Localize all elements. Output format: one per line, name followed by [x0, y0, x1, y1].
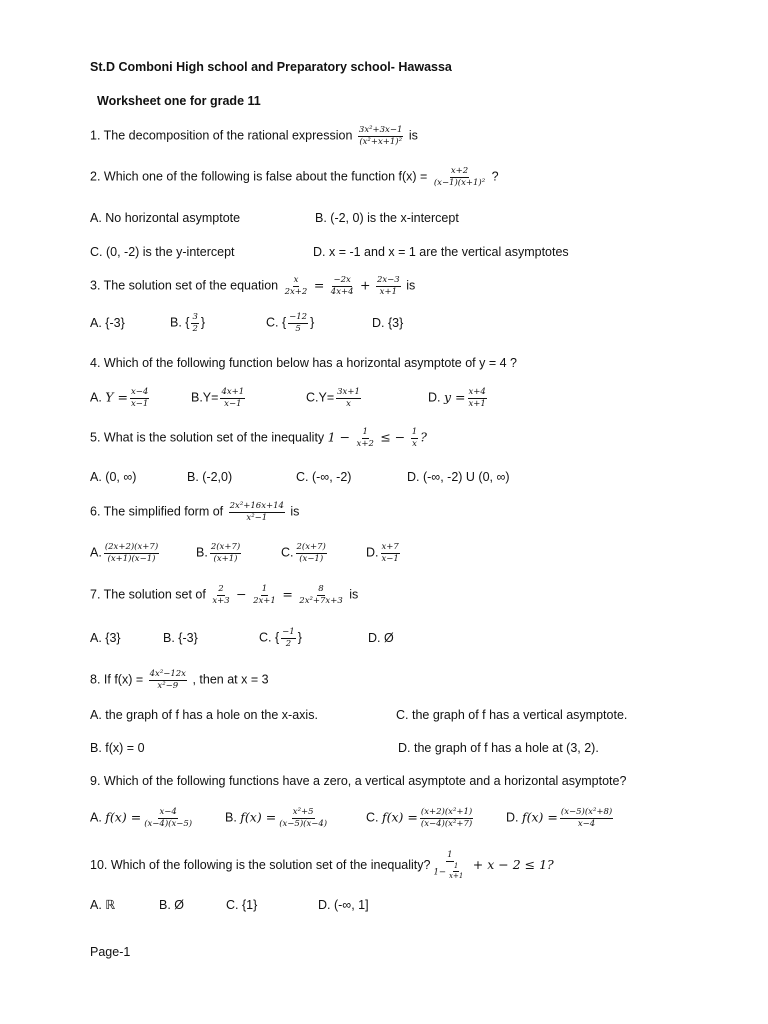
q10-nested-fraction — [448, 863, 464, 881]
q7-c-fraction — [281, 628, 296, 649]
q5-f2-num: 1 — [411, 427, 418, 437]
q3-c-pre: C. { — [266, 315, 287, 330]
q3-option-d: D. {3} — [372, 316, 404, 330]
q1-denominator: (x²+x+1)² — [359, 136, 402, 147]
question-2-text: 2. Which one of the following is false about the function f(x) = — [90, 169, 428, 184]
q6-d-fraction — [381, 543, 400, 564]
question-6-text: 6. The simplified form of — [90, 504, 224, 519]
q9-c-num: (x+2)(x²+1) — [420, 807, 473, 817]
q6-option-c — [281, 543, 329, 564]
q3-f1-den: 2x+2 — [284, 286, 308, 297]
question-8 — [90, 670, 269, 691]
question-7-text: 7. The solution set of — [90, 587, 206, 602]
q5-option-b: B. (-2,0) — [187, 470, 233, 484]
q3-plus: + — [360, 277, 371, 293]
q4-d-pre: D. — [428, 390, 441, 405]
q7-c-den: 2 — [285, 638, 292, 649]
q7-option-a: A. {3} — [90, 631, 121, 645]
school-name: St.D Comboni High school and Preparatory school- Hawassa — [90, 60, 452, 74]
question-6 — [90, 502, 299, 523]
q8-denominator: x²−9 — [157, 680, 179, 691]
q8-option-d: D. the graph of f has a hole at (3, 2). — [398, 741, 599, 755]
q9-option-c — [366, 808, 475, 829]
q10-nested-num: 1 — [453, 863, 459, 872]
q6-a-pre: A. — [90, 545, 102, 560]
q9-option-a — [90, 808, 195, 829]
question-4: 4. Which of the following function below has a horizontal asymptote of y = 4 ? — [90, 356, 517, 370]
q6-d-pre: D. — [366, 545, 379, 560]
q3-f3-num: 2x−3 — [376, 275, 400, 285]
q3-f2-den: 4x+4 — [330, 286, 354, 297]
q9-d-fraction — [560, 808, 613, 829]
q4-a-num: x−4 — [131, 387, 149, 397]
q6-a-fraction — [104, 543, 159, 564]
q5-end: ? — [420, 429, 427, 445]
q6-option-a — [90, 543, 161, 564]
q8-option-a: A. the graph of f has a hole on the x-axis. — [90, 708, 318, 722]
q4-c-num: 3x+1 — [337, 387, 360, 397]
q5-fraction-1 — [356, 428, 375, 449]
q3-b-num: 3 — [192, 312, 198, 322]
q6-d-num: x+7 — [381, 542, 399, 552]
q6-numerator: 2x²+16x+14 — [229, 501, 284, 511]
q9-a-fraction — [143, 808, 193, 829]
q4-b-pre: B.Y= — [191, 390, 219, 405]
q7-c-post: } — [297, 630, 302, 645]
q6-fraction — [229, 502, 285, 523]
q6-c-pre: C. — [281, 545, 294, 560]
q3-option-a: A. {-3} — [90, 316, 125, 330]
q4-c-pre: C.Y= — [306, 390, 335, 405]
q8-option-c: C. the graph of f has a vertical asymptote. — [396, 708, 628, 722]
q7-equals: = — [282, 586, 293, 602]
q9-b-fraction — [278, 808, 328, 829]
question-3-end: is — [406, 278, 416, 293]
q6-b-den: (x+1) — [213, 553, 238, 564]
page-number: Page-1 — [90, 945, 131, 959]
question-8-end: , then at x = 3 — [192, 672, 269, 687]
q6-c-num: 2(x+7) — [296, 542, 326, 552]
q9-b-pre: B. — [225, 810, 237, 825]
q10-nested-den: x+1 — [449, 872, 464, 881]
q6-c-den: (x−1) — [299, 553, 324, 564]
q2-option-b: B. (-2, 0) is the x-intercept — [315, 211, 459, 225]
q4-option-d — [428, 388, 489, 409]
question-10 — [90, 851, 554, 881]
q4-d-num: x+4 — [468, 387, 486, 397]
q9-option-d — [506, 808, 615, 829]
question-6-end: is — [290, 504, 300, 519]
q10-option-b: B. Ø — [159, 898, 185, 912]
q4-c-den: x — [346, 398, 351, 409]
q4-a-den: x−1 — [131, 398, 149, 409]
q4-a-pre: A. — [90, 390, 102, 405]
q9-d-num: (x−5)(x²+8) — [560, 807, 613, 817]
q7-minus: − — [236, 586, 247, 602]
q4-b-den: x−1 — [224, 398, 242, 409]
q10-rest: + x − 2 ≤ 1? — [472, 857, 554, 873]
q3-b-fraction — [191, 313, 198, 334]
q8-option-b: B. f(x) = 0 — [90, 741, 145, 755]
q5-option-a: A. (0, ∞) — [90, 470, 137, 484]
q4-option-a — [90, 388, 151, 409]
question-7-end: is — [349, 587, 359, 602]
q4-a-fraction — [130, 388, 149, 409]
question-2 — [90, 167, 499, 188]
q3-fraction-1 — [284, 276, 309, 297]
q1-numerator: 3x²+3x−1 — [358, 125, 403, 135]
q10-fraction — [432, 851, 467, 881]
q4-c-fraction — [336, 388, 361, 409]
q4-b-fraction — [220, 388, 245, 409]
question-1 — [90, 126, 418, 147]
q10-denominator — [432, 862, 467, 881]
q9-option-b — [225, 808, 330, 829]
question-3-text: 3. The solution set of the equation — [90, 278, 279, 293]
q3-c-fraction — [288, 313, 308, 334]
q3-f1-num: x — [293, 275, 299, 285]
q2-denominator: (x−1)(x+1)² — [433, 177, 486, 188]
q6-denominator: x²−1 — [246, 512, 268, 523]
q3-equals: = — [313, 277, 325, 293]
question-10-text: 10. Which of the following is the solution set of the inequality? — [90, 858, 431, 873]
q3-f2-num: −2x — [333, 275, 351, 285]
q9-c-pre: C. — [366, 810, 379, 825]
q9-b-den: (x−5)(x−4) — [279, 818, 328, 829]
q7-fraction-1 — [211, 585, 230, 606]
q4-d-fraction — [468, 388, 487, 409]
q3-fraction-2 — [330, 276, 355, 297]
q9-b-num: x²+5 — [292, 807, 314, 817]
q9-c-var: f(x) = — [381, 809, 418, 825]
q8-numerator: 4x²−12x — [149, 669, 186, 679]
q9-a-var: f(x) = — [105, 809, 142, 825]
q2-numerator: x+2 — [450, 166, 469, 176]
q9-a-den: (x−4)(x−5) — [144, 818, 193, 829]
q7-f1-den: x+3 — [212, 595, 230, 606]
q4-b-num: 4x+1 — [221, 387, 245, 397]
q7-fraction-2 — [252, 585, 277, 606]
q7-f3-den: 2x²+7x+3 — [299, 595, 343, 606]
q6-d-den: x−1 — [381, 553, 399, 564]
q7-option-c — [259, 628, 302, 649]
q7-c-pre: C. { — [259, 630, 280, 645]
q6-b-pre: B. — [196, 545, 208, 560]
worksheet-title: Worksheet one for grade 11 — [97, 94, 261, 108]
q9-d-den: x−4 — [577, 818, 596, 829]
q4-d-den: x+1 — [468, 398, 486, 409]
q6-c-fraction — [296, 543, 327, 564]
q2-option-d: D. x = -1 and x = 1 are the vertical asymptotes — [313, 245, 569, 259]
q3-option-b — [170, 313, 205, 334]
question-3 — [90, 276, 415, 297]
q6-b-fraction — [210, 543, 241, 564]
q5-option-d: D. (-∞, -2) U (0, ∞) — [407, 470, 510, 484]
q4-d-var: y = — [443, 389, 466, 405]
q9-c-den: (x−4)(x²+7) — [420, 818, 473, 829]
question-2-end: ? — [491, 169, 499, 184]
question-5-text: 5. What is the solution set of the inequality — [90, 430, 325, 445]
q10-option-c: C. {1} — [226, 898, 258, 912]
q7-f2-den: 2x+1 — [253, 595, 276, 606]
q7-option-d: D. Ø — [368, 631, 394, 645]
q10-option-a: A. ℝ — [90, 898, 116, 912]
question-1-text: 1. The decomposition of the rational expression — [90, 128, 353, 143]
question-5 — [90, 428, 427, 449]
q3-c-num: −12 — [289, 312, 308, 322]
q8-fraction — [149, 670, 187, 691]
q10-option-d: D. (-∞, 1] — [318, 898, 369, 912]
q9-b-var: f(x) = — [240, 809, 277, 825]
q6-a-den: (x+1)(x−1) — [107, 553, 156, 564]
q7-fraction-3 — [298, 585, 343, 606]
q4-a-var: Y = — [105, 389, 128, 405]
q3-option-c — [266, 313, 314, 334]
q7-f1-num: 2 — [218, 584, 224, 594]
q10-numerator: 1 — [447, 850, 453, 860]
q3-fraction-3 — [376, 276, 401, 297]
q9-d-pre: D. — [506, 810, 519, 825]
q7-f2-num: 1 — [261, 584, 268, 594]
q10-den-pre: 1− — [433, 867, 447, 878]
question-9: 9. Which of the following functions have a zero, a vertical asymptote and a horizontal asymptote? — [90, 774, 627, 788]
q1-fraction — [358, 126, 403, 147]
q6-a-num: (2x+2)(x+7) — [104, 542, 159, 552]
q5-option-c: C. (-∞, -2) — [296, 470, 352, 484]
q2-option-c: C. (0, -2) is the y-intercept — [90, 245, 235, 259]
q9-d-var: f(x) = — [521, 809, 558, 825]
q3-c-den: 5 — [295, 323, 301, 334]
q7-f3-num: 8 — [318, 584, 324, 594]
q6-option-d — [366, 543, 402, 564]
q6-b-num: 2(x+7) — [210, 542, 241, 552]
q5-f2-den: x — [412, 438, 417, 449]
q3-b-post: } — [200, 315, 206, 330]
q9-a-num: x−4 — [159, 807, 177, 817]
q5-fraction-2 — [411, 428, 418, 449]
q5-le: ≤ − — [380, 429, 406, 445]
question-1-end: is — [408, 128, 418, 143]
q3-b-pre: B. { — [170, 315, 190, 330]
question-7 — [90, 585, 358, 606]
q3-c-post: } — [310, 315, 315, 330]
q3-b-den: 2 — [192, 323, 198, 334]
q2-option-a: A. No horizontal asymptote — [90, 211, 241, 225]
q5-one: 1 − — [327, 429, 351, 445]
q7-option-b: B. {-3} — [163, 631, 198, 645]
q9-c-fraction — [420, 808, 473, 829]
question-8-text: 8. If f(x) = — [90, 672, 144, 687]
q6-option-b — [196, 543, 243, 564]
q3-f3-den: x+1 — [379, 286, 397, 297]
q5-f1-den: x+2 — [356, 438, 374, 449]
q9-a-pre: A. — [90, 810, 102, 825]
q5-f1-num: 1 — [362, 427, 368, 437]
q4-option-b — [191, 388, 247, 409]
q2-fraction — [433, 167, 486, 188]
q7-c-num: −1 — [282, 627, 295, 637]
q4-option-c — [306, 388, 363, 409]
